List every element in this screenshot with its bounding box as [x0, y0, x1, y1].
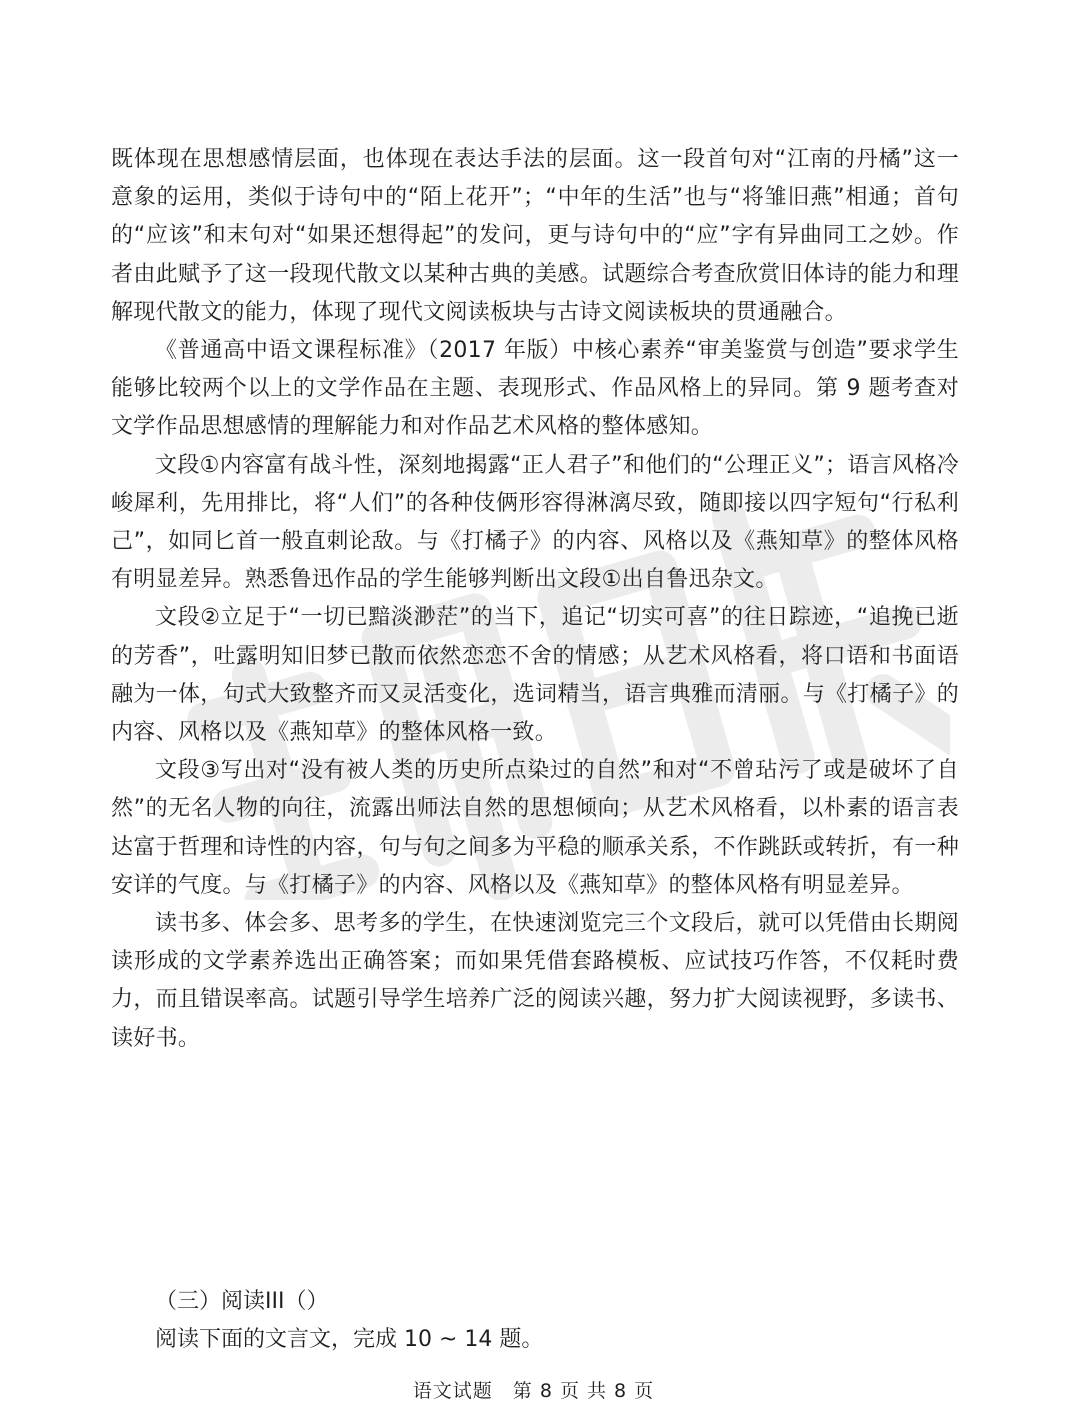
paragraph-3: 文段①内容富有战斗性，深刻地揭露“正人君子”和他们的“公理正义”；语言风格冷峻犀利，先用排比，将“人们”的各种伎俩形容得淋漓尽致，随即接以四字短句“行私利己”，如同匕首一般直刺论敌。与《打橘子》的内容、风格以及《燕知草》的整体风格有明显差异。熟悉鲁迅作品的学生能够判断出文段①出自鲁迅杂文。: [111, 452, 959, 593]
paragraph-2: 《普通高中语文课程标准》（2017 年版）中核心素养“审美鉴赏与创造”要求学生能够比较两个以上的文学作品在主题、表现形式、作品风格上的异同。第 9 题考查对文学作品思想感情的理解能力和对作品艺术风格的整体感知。: [111, 338, 959, 440]
section-heading: （三）阅读III（）: [155, 1289, 329, 1314]
section-instruction: 阅读下面的文言文，完成 10 ~ 14 题。: [155, 1327, 544, 1352]
page-footer: 语文试题 第 8 页 共 8 页: [412, 1380, 655, 1402]
document-body: [111, 141, 959, 1058]
section-block: [155, 1283, 543, 1359]
paragraph-1: 既体现在思想感情层面，也体现在表达手法的层面。这一段首句对“江南的丹橘”这一意象的运用，类似于诗句中的“陌上花开”；“中年的生活”也与“将雏旧燕”相通；首句的“应该”和末句对“如果还想得起”的发问，更与诗句中的“应”字有异曲同工之妙。作者由此赋予了这一段现代散文以某种古典的美感。试题综合考查欣赏旧体诗的能力和理解现代散文的能力，体现了现代文阅读板块与古诗文阅读板块的贯通融合。: [111, 147, 959, 325]
paragraph-6: 读书多、体会多、思考多的学生，在快速浏览完三个文段后，就可以凭借由长期阅读形成的文学素养选出正确答案；而如果凭借套路模板、应试技巧作答，不仅耗时费力，而且错误率高。试题引导学生培养广泛的阅读兴趣，努力扩大阅读视野，多读书、读好书。: [111, 911, 959, 1051]
paragraph-5: 文段③写出对“没有被人类的历史所点染过的自然”和对“不曾玷污了或是破坏了自然”的无名人物的向往，流露出师法自然的思想倾向；从艺术风格看，以朴素的语言表达富于哲理和诗性的内容，句与句之间多为平稳的顺承关系，不作跳跃或转折，有一种安详的气度。与《打橘子》的内容、风格以及《燕知草》的整体风格有明显差异。: [111, 758, 959, 898]
paragraph-4: 文段②立足于“一切已黯淡渺茫”的当下，追记“切实可喜”的往日踪迹，“追挽已逝的芳香”，吐露明知旧梦已散而依然恋恋不舍的情感；从艺术风格看，将口语和书面语融为一体，句式大致整齐而又灵活变化，选词精当，语言典雅而清丽。与《打橘子》的内容、风格以及《燕知草》的整体风格一致。: [111, 605, 959, 746]
